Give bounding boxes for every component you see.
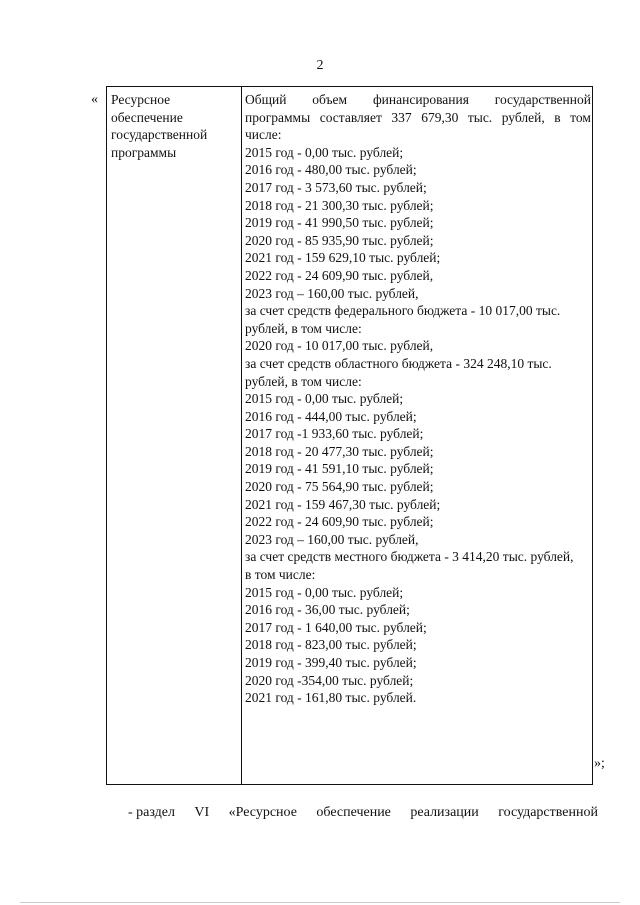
regional-year-line: 2017 год -1 933,60 тыс. рублей; <box>245 426 424 442</box>
regional-year-line: 2021 год - 159 467,30 тыс. рублей; <box>245 496 441 512</box>
regional-budget-header: за счет средств областного бюджета - 324 248,10 тыс. <box>245 355 552 371</box>
intro-word: тыс. <box>467 109 493 125</box>
intro-word: программы <box>245 109 311 125</box>
footer-word: реализации <box>410 805 479 820</box>
intro-word: составляет <box>319 109 382 125</box>
local-year-line: 2019 год - 399,40 тыс. рублей; <box>245 655 417 670</box>
intro-word: в <box>554 109 561 125</box>
column-divider <box>241 87 242 784</box>
local-year-line: 2015 год - 0,00 тыс. рублей; <box>245 584 404 600</box>
intro-word: рублей, <box>501 109 545 125</box>
intro-word: финансирования <box>372 92 469 107</box>
section-reference-line <box>128 805 598 821</box>
total-year-line: 2022 год - 24 609,90 тыс. рублей, <box>245 267 434 283</box>
intro-word: 679,30 <box>421 109 459 125</box>
regional-year-line: 2022 год - 24 609,90 тыс. рублей; <box>245 514 434 530</box>
total-year-line: 2017 год - 3 573,60 тыс. рублей; <box>245 179 427 195</box>
total-year-line: 2016 год - 480,00 тыс. рублей; <box>245 162 417 178</box>
intro-word: Общий <box>245 92 287 107</box>
footer-word: обеспечение <box>316 805 391 820</box>
intro-word: объем <box>312 92 348 107</box>
total-year-line: 2019 год - 41 990,50 тыс. рублей; <box>245 215 434 231</box>
footer-word: - раздел <box>128 805 175 820</box>
footer-word: VI <box>194 805 210 820</box>
intro-word: 337 <box>391 109 412 125</box>
regional-year-line: 2020 год - 75 564,90 тыс. рублей; <box>245 479 434 495</box>
local-year-line: 2017 год - 1 640,00 тыс. рублей; <box>245 619 427 635</box>
label-line: программы <box>111 144 177 160</box>
local-year-line: 2020 год -354,00 тыс. рублей; <box>245 672 414 688</box>
total-year-line: 2015 год - 0,00 тыс. рублей; <box>245 144 404 160</box>
resource-provision-table <box>106 86 593 785</box>
intro-word: том <box>570 109 591 125</box>
financing-content-cell <box>245 91 591 707</box>
intro-line-3: числе: <box>245 127 282 143</box>
regional-budget-subheader: рублей, в том числе: <box>245 373 362 389</box>
local-year-line: 2016 год - 36,00 тыс. рублей; <box>245 602 410 618</box>
intro-line-2 <box>245 109 591 127</box>
regional-year-line: 2015 год - 0,00 тыс. рублей; <box>245 391 404 407</box>
intro-word: государственной <box>494 92 591 107</box>
federal-year-line: 2020 год - 10 017,00 тыс. рублей, <box>245 338 434 354</box>
total-year-line: 2018 год - 21 300,30 тыс. рублей; <box>245 197 434 213</box>
opening-quote-mark: « <box>91 92 98 107</box>
regional-year-line: 2016 год - 444,00 тыс. рублей; <box>245 408 417 424</box>
local-year-line: 2018 год - 823,00 тыс. рублей; <box>245 637 417 653</box>
regional-year-line: 2018 год - 20 477,30 тыс. рублей; <box>245 443 434 459</box>
local-budget-subheader: в том числе: <box>245 567 316 583</box>
footer-word: «Ресурсное <box>228 805 297 820</box>
federal-budget-subheader: рублей, в том числе: <box>245 320 362 336</box>
local-budget-header: за счет средств местного бюджета - 3 414,20 тыс. рублей, <box>245 549 574 565</box>
total-year-line: 2021 год - 159 629,10 тыс. рублей; <box>245 250 441 266</box>
label-line: обеспечение <box>111 109 183 125</box>
page-number: 2 <box>316 58 324 73</box>
page-bottom-edge <box>20 902 620 903</box>
row-label-cell <box>111 91 237 161</box>
closing-quote-mark: »; <box>594 756 605 771</box>
regional-year-line: 2023 год – 160,00 тыс. рублей, <box>245 531 419 547</box>
total-year-line: 2023 год – 160,00 тыс. рублей, <box>245 285 419 301</box>
intro-line-1 <box>245 91 591 109</box>
federal-budget-header: за счет средств федерального бюджета - 10 017,00 тыс. <box>245 303 561 319</box>
label-line: Ресурсное <box>111 92 171 107</box>
local-year-line: 2021 год - 161,80 тыс. рублей. <box>245 690 417 706</box>
total-year-line: 2020 год - 85 935,90 тыс. рублей; <box>245 232 434 248</box>
regional-year-line: 2019 год - 41 591,10 тыс. рублей; <box>245 461 434 477</box>
label-line: государственной <box>111 127 208 143</box>
footer-word: государственной <box>498 805 598 820</box>
